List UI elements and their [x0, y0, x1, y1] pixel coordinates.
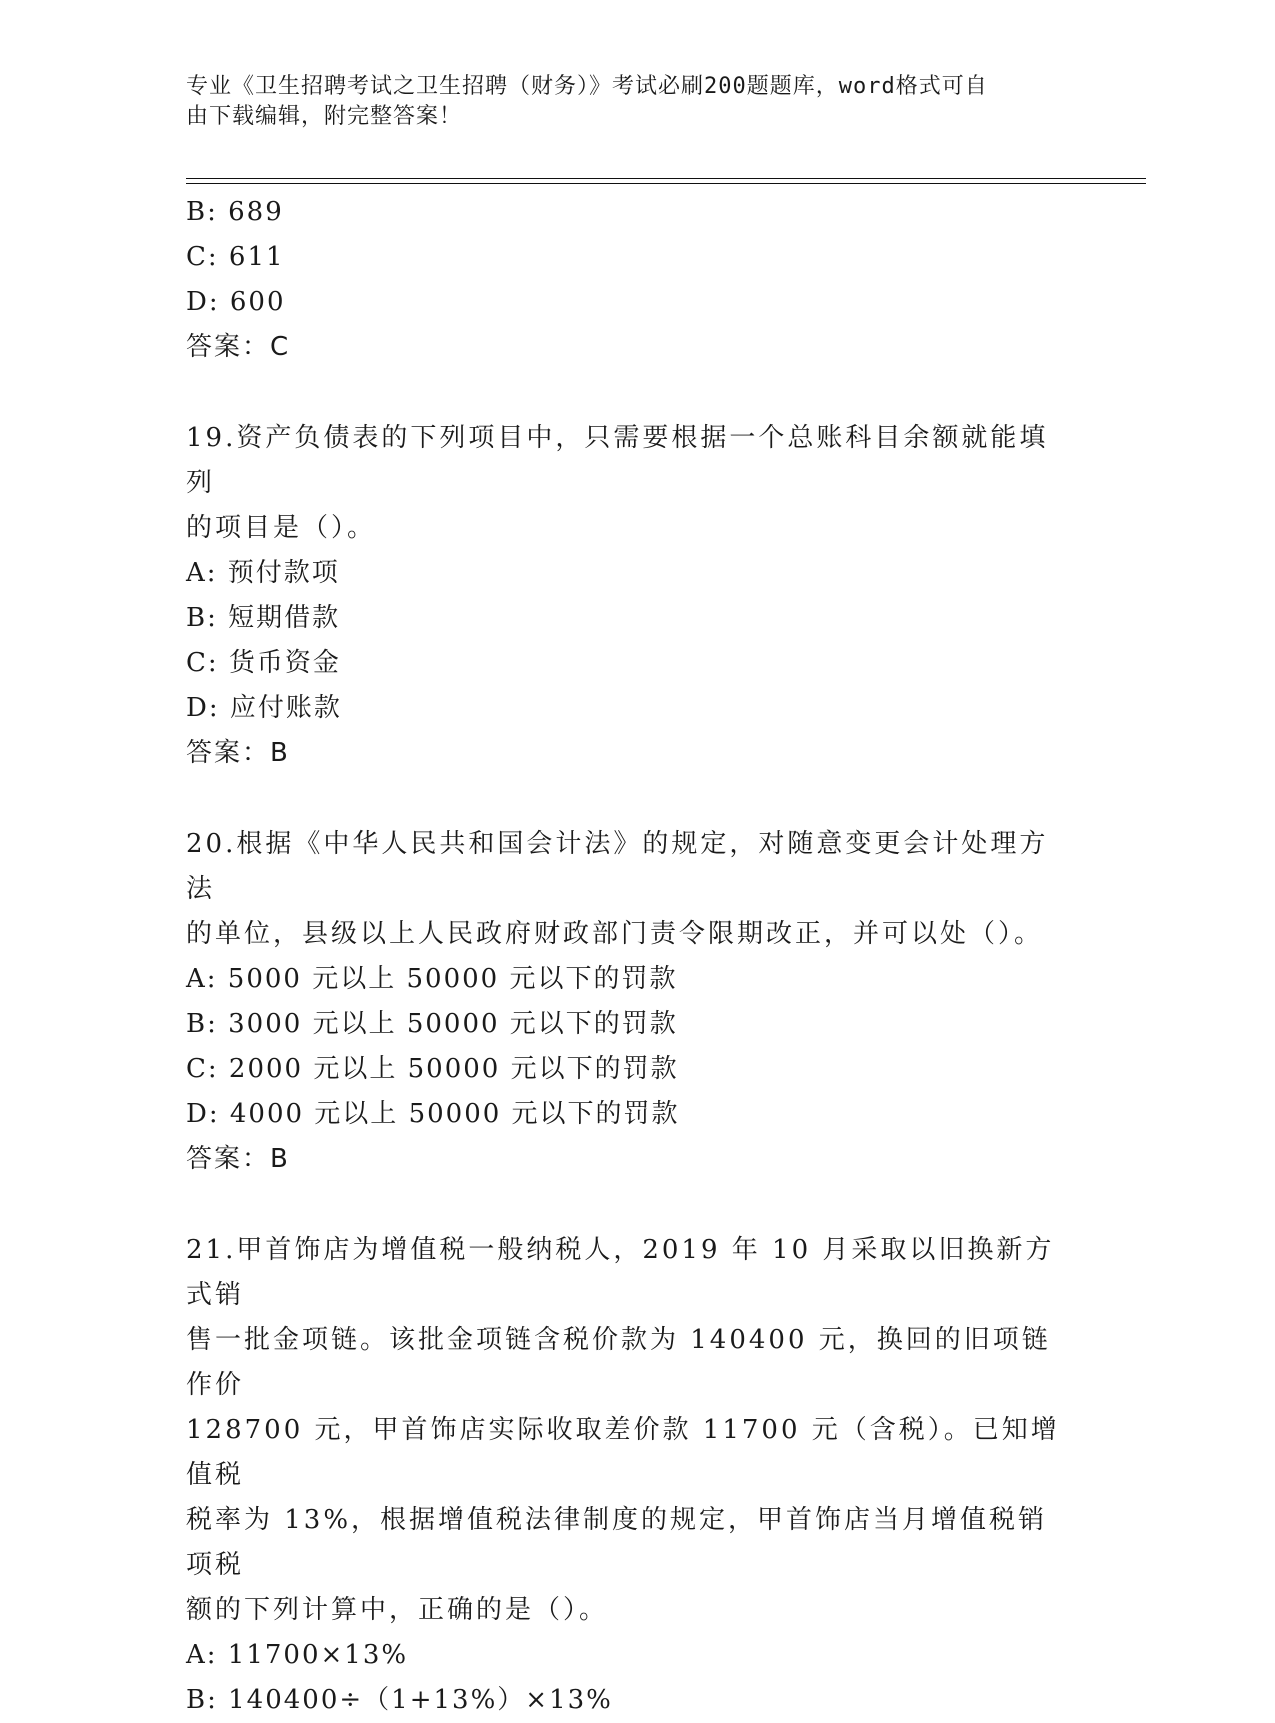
document-header — [186, 72, 1086, 132]
question-stem-line: 售一批金项链。该批金项链含税价款为 140400 元，换回的旧项链作价 — [186, 1325, 1051, 1400]
option-b: B: 3000 元以上 50000 元以下的罚款 — [186, 1009, 678, 1039]
question-20 — [186, 822, 1076, 1182]
option-b: B: 689 — [186, 197, 284, 227]
option-d: D: 4000 元以上 50000 元以下的罚款 — [186, 1099, 680, 1129]
option-a: A: 11700×13% — [186, 1640, 409, 1670]
question-stem-line: 税率为 13%，根据增值税法律制度的规定，甲首饰店当月增值税销项税 — [186, 1505, 1048, 1580]
header-rule-top — [186, 178, 1146, 179]
question-21 — [186, 1228, 1076, 1723]
question-stem-line: 的项目是（）。 — [186, 513, 377, 543]
answer: 答案：B — [186, 738, 290, 768]
question-stem-line: 21.甲首饰店为增值税一般纳税人，2019 年 10 月采取以旧换新方式销 — [186, 1235, 1055, 1310]
document-body — [186, 190, 1076, 1723]
option-c: C: 货币资金 — [186, 648, 341, 678]
option-a: A: 5000 元以上 50000 元以下的罚款 — [186, 964, 678, 994]
header-rule-bottom — [186, 183, 1146, 184]
question-stem-line: 20.根据《中华人民共和国会计法》的规定，对随意变更会计处理方法 — [186, 829, 1049, 904]
option-b: B: 140400÷（1+13%）×13% — [186, 1685, 613, 1715]
header-line-1: 专业《卫生招聘考试之卫生招聘（财务）》考试必刷200题题库，word格式可自 — [186, 74, 988, 99]
question-stem-line: 额的下列计算中，正确的是（）。 — [186, 1595, 609, 1625]
header-line-2: 由下载编辑，附完整答案！ — [186, 104, 463, 129]
option-c: C: 611 — [186, 242, 285, 272]
option-d: D: 600 — [186, 287, 286, 317]
question-19 — [186, 416, 1076, 776]
question-stem-line: 19.资产负债表的下列项目中，只需要根据一个总账科目余额就能填列 — [186, 423, 1049, 498]
answer: 答案：B — [186, 1144, 290, 1174]
option-b: B: 短期借款 — [186, 603, 341, 633]
question-stem-line: 的单位，县级以上人民政府财政部门责令限期改正，并可以处（）。 — [186, 919, 1044, 949]
question-stem-line: 128700 元，甲首饰店实际收取差价款 11700 元（含税）。已知增值税 — [186, 1415, 1060, 1490]
option-d: D: 应付账款 — [186, 693, 342, 723]
answer: 答案：C — [186, 332, 291, 362]
option-c: C: 2000 元以上 50000 元以下的罚款 — [186, 1054, 679, 1084]
option-a: A: 预付款项 — [186, 558, 340, 588]
question-18 — [186, 190, 1076, 370]
